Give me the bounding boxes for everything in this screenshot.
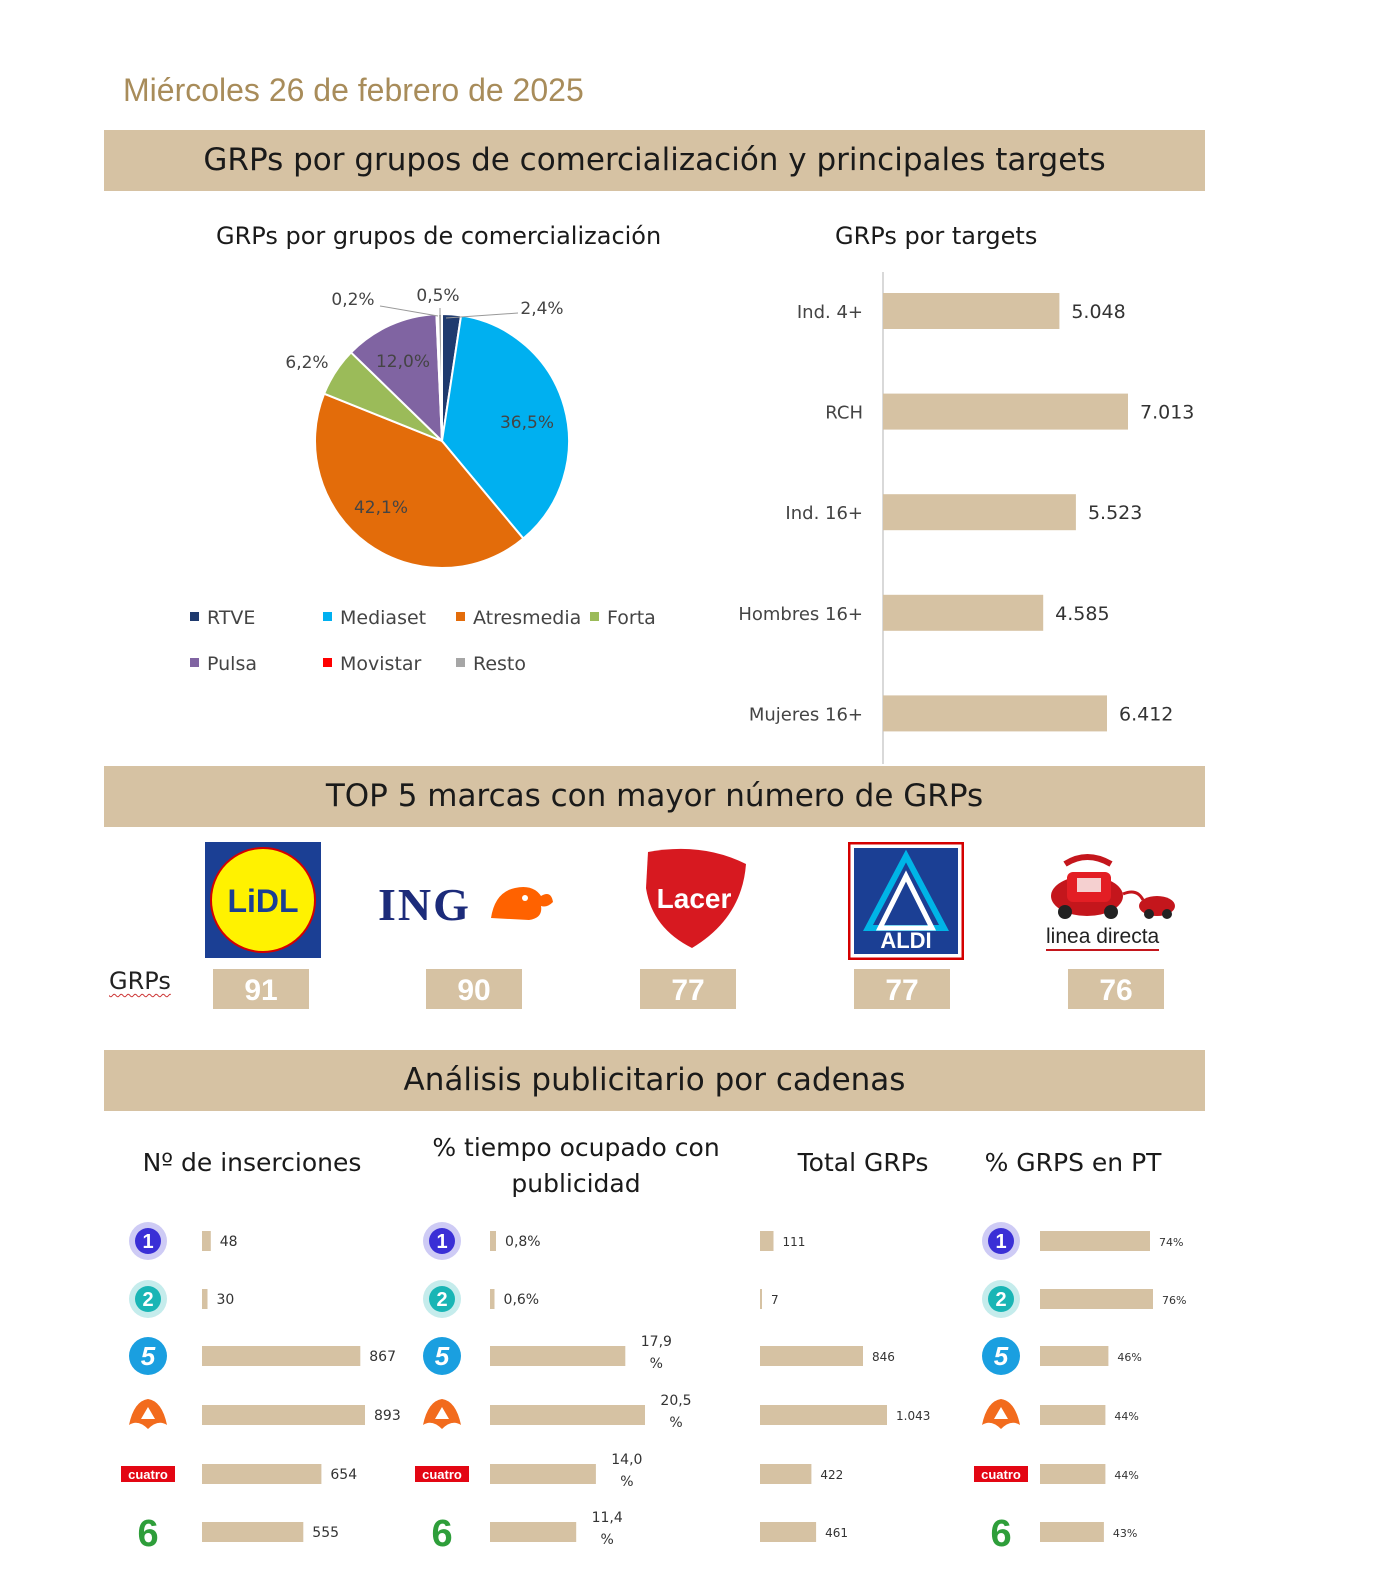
channel-bar bbox=[490, 1289, 495, 1309]
section-title-top5-text: TOP 5 marcas con mayor número de GRPs bbox=[325, 778, 984, 814]
telecinco-channel-logo-icon bbox=[982, 1337, 1020, 1375]
legend-swatch bbox=[456, 612, 465, 621]
linea-directa-logo: linea directa bbox=[1046, 925, 1159, 951]
legend-swatch bbox=[590, 612, 599, 621]
brand-value-ing: 90 bbox=[426, 969, 522, 1009]
channel-logo-text: cuatro bbox=[981, 1467, 1021, 1482]
legend-swatch bbox=[190, 612, 199, 621]
lidl-logo bbox=[205, 842, 321, 958]
pie-data-label: 36,5% bbox=[499, 413, 555, 433]
legend-swatch bbox=[323, 658, 332, 667]
pie-leader-line bbox=[380, 306, 438, 316]
channel-logo-text: 6 bbox=[137, 1513, 159, 1555]
target-value-label: 6.412 bbox=[1119, 703, 1174, 726]
channel-bar bbox=[202, 1522, 303, 1542]
channel-bar bbox=[1040, 1405, 1105, 1425]
channel-bar bbox=[1040, 1464, 1105, 1484]
lacer-logo-text: Lacer bbox=[656, 883, 732, 914]
channel-value-line: % bbox=[649, 1356, 663, 1372]
cuatro-channel-logo-icon bbox=[415, 1466, 469, 1482]
channel-bar bbox=[490, 1464, 596, 1484]
pie-chart-title: GRPs por grupos de comercialización bbox=[216, 222, 662, 250]
channel-logo-text: cuatro bbox=[128, 1467, 168, 1482]
target-bar bbox=[883, 293, 1059, 329]
brand-value-aldi: 77 bbox=[854, 969, 950, 1009]
target-category-label: RCH bbox=[825, 402, 863, 424]
targets-chart-title: GRPs por targets bbox=[835, 222, 1038, 250]
ing-lion-icon bbox=[485, 878, 557, 926]
channel-logo-text: 1 bbox=[142, 1231, 154, 1253]
channel-value-line: % bbox=[600, 1532, 614, 1548]
legend-pulsa bbox=[190, 653, 257, 675]
channel-logo-text: 5 bbox=[434, 1341, 450, 1371]
legend-label: Forta bbox=[607, 607, 656, 629]
channel-value-label: 30 bbox=[216, 1292, 235, 1308]
channel-value-label: 43% bbox=[1112, 1527, 1138, 1540]
channel-value-line: 17,9 bbox=[640, 1334, 672, 1350]
channel-bar bbox=[490, 1231, 496, 1251]
report-date: Miércoles 26 de febrero de 2025 bbox=[123, 72, 584, 108]
legend-swatch bbox=[323, 612, 332, 621]
brand-value-lacer: 77 bbox=[640, 969, 736, 1009]
channel-bar bbox=[1040, 1346, 1108, 1366]
la2-channel-logo-icon bbox=[129, 1280, 167, 1318]
section-title-grps bbox=[104, 130, 1205, 191]
antena3-channel-logo-icon bbox=[982, 1399, 1020, 1429]
target-value-label: 5.523 bbox=[1087, 502, 1143, 525]
channel-logo-text: 6 bbox=[431, 1513, 453, 1555]
target-value-label: 5.048 bbox=[1071, 301, 1126, 323]
aldi-logo-text: ALDI bbox=[880, 928, 932, 953]
channel-bar bbox=[202, 1405, 365, 1425]
legend-movistar bbox=[323, 653, 421, 675]
channel-logo-text: 2 bbox=[436, 1289, 448, 1311]
channel-value-label: 7 bbox=[771, 1293, 779, 1307]
chart-title-tiempo: % tiempo ocupado con publicidad bbox=[432, 1133, 720, 1198]
channel-value-label: 44% bbox=[1114, 1469, 1139, 1482]
pie-data-label: 2,4% bbox=[520, 299, 564, 319]
brands-grps-label: GRPs bbox=[109, 967, 171, 995]
channel-value-label: 0,8% bbox=[505, 1234, 541, 1250]
channel-value-label: 867 bbox=[369, 1349, 396, 1365]
channel-bar bbox=[760, 1405, 887, 1425]
channel-logo-text: 5 bbox=[140, 1341, 156, 1371]
channel-value-label: 461 bbox=[825, 1526, 849, 1540]
channel-value-label: 846 bbox=[872, 1350, 895, 1364]
lasexta-channel-logo-icon bbox=[431, 1513, 452, 1555]
channel-value-label: 422 bbox=[820, 1468, 844, 1482]
target-bar bbox=[883, 394, 1128, 430]
channel-value-label bbox=[641, 1334, 672, 1372]
target-value-label: 4.585 bbox=[1055, 602, 1110, 625]
pie-data-label: 0,2% bbox=[331, 290, 375, 310]
telecinco-channel-logo-icon bbox=[129, 1337, 167, 1375]
target-category-label: Mujeres 16+ bbox=[748, 704, 863, 726]
antena3-channel-logo-icon bbox=[423, 1399, 461, 1429]
target-bar bbox=[883, 695, 1107, 731]
brand-value-lidl: 91 bbox=[213, 969, 309, 1009]
cadenas-charts bbox=[0, 1210, 1376, 1572]
la2-channel-logo-icon bbox=[982, 1280, 1020, 1318]
channel-value-label bbox=[611, 1452, 642, 1490]
channel-value-line: % bbox=[669, 1415, 683, 1431]
ing-logo: ING bbox=[378, 879, 471, 930]
lasexta-channel-logo-icon bbox=[990, 1513, 1011, 1555]
channel-bar bbox=[490, 1346, 625, 1366]
antena3-channel-logo-icon bbox=[129, 1399, 167, 1429]
target-bar bbox=[883, 494, 1076, 530]
target-value-label: 7.013 bbox=[1140, 401, 1195, 424]
legend-resto bbox=[456, 653, 526, 675]
channel-value-label: 0,6% bbox=[503, 1292, 540, 1308]
section-title-top5 bbox=[104, 766, 1205, 827]
brand-value-linea-directa: 76 bbox=[1068, 969, 1164, 1009]
chart-title-total-grps: Total GRPs bbox=[797, 1148, 929, 1177]
pie-data-label: 42,1% bbox=[353, 498, 409, 518]
channel-value-line: 11,4 bbox=[591, 1510, 623, 1526]
channel-logo-text: 2 bbox=[142, 1289, 154, 1311]
legend-label: Pulsa bbox=[207, 653, 257, 675]
channel-logo-text: 1 bbox=[995, 1231, 1007, 1253]
legend-swatch bbox=[456, 658, 465, 667]
la1-channel-logo-icon bbox=[982, 1222, 1020, 1260]
linea-directa-phone-icon bbox=[1045, 850, 1180, 924]
legend-label: Mediaset bbox=[340, 607, 427, 629]
targets-bar-chart bbox=[730, 270, 1210, 770]
channel-bar bbox=[490, 1405, 645, 1425]
pie-data-label: 6,2% bbox=[285, 353, 329, 373]
chart-title-inserciones: Nº de inserciones bbox=[142, 1148, 362, 1177]
lacer-logo bbox=[642, 848, 748, 950]
legend-forta bbox=[590, 607, 656, 629]
pie-chart bbox=[260, 270, 640, 590]
legend-label: Resto bbox=[473, 653, 527, 675]
aldi-logo bbox=[848, 842, 964, 960]
channel-value-label bbox=[592, 1510, 623, 1548]
channel-logo-text: 1 bbox=[436, 1231, 448, 1253]
target-bar bbox=[883, 595, 1043, 631]
legend-mediaset bbox=[323, 607, 426, 629]
channel-value-label: 555 bbox=[312, 1525, 340, 1541]
section-title-cadenas-text: Análisis publicitario por cadenas bbox=[403, 1062, 906, 1098]
channel-value-label: 1.043 bbox=[896, 1409, 931, 1423]
channel-value-label: 46% bbox=[1117, 1351, 1142, 1364]
channel-value-label: 893 bbox=[374, 1408, 401, 1424]
la1-channel-logo-icon bbox=[129, 1222, 167, 1260]
pie-data-label: 12,0% bbox=[375, 352, 431, 372]
channel-value-label: 111 bbox=[782, 1235, 806, 1249]
channel-logo-text: cuatro bbox=[422, 1467, 462, 1482]
channel-logo-text: 6 bbox=[990, 1513, 1012, 1555]
channel-value-label: 74% bbox=[1159, 1236, 1184, 1249]
channel-bar bbox=[760, 1522, 816, 1542]
legend-swatch bbox=[190, 658, 199, 667]
channel-bar bbox=[490, 1522, 576, 1542]
channel-value-label: 44% bbox=[1114, 1410, 1139, 1423]
channel-logo-text: 5 bbox=[993, 1341, 1009, 1371]
channel-value-line: 14,0 bbox=[611, 1452, 643, 1468]
channel-bar bbox=[760, 1346, 863, 1366]
channel-bar bbox=[760, 1464, 811, 1484]
legend-label: Movistar bbox=[340, 653, 422, 675]
channel-value-line: % bbox=[620, 1474, 634, 1490]
channel-bar bbox=[1040, 1231, 1150, 1251]
section-title-grps-text: GRPs por grupos de comercialización y principales targets bbox=[203, 142, 1106, 178]
cuatro-channel-logo-icon bbox=[121, 1466, 175, 1482]
channel-value-label: 48 bbox=[219, 1234, 238, 1250]
channel-bar bbox=[202, 1464, 321, 1484]
target-category-label: Ind. 16+ bbox=[785, 503, 863, 525]
telecinco-channel-logo-icon bbox=[423, 1337, 461, 1375]
chart-title-grps-pt: % GRPS en PT bbox=[984, 1148, 1162, 1177]
target-category-label: Hombres 16+ bbox=[738, 603, 863, 625]
section-title-cadenas bbox=[104, 1050, 1205, 1111]
la1-channel-logo-icon bbox=[423, 1222, 461, 1260]
cuatro-channel-logo-icon bbox=[974, 1466, 1028, 1482]
legend-label: Atresmedia bbox=[473, 607, 582, 629]
legend-atresmedia bbox=[456, 607, 581, 629]
lasexta-channel-logo-icon bbox=[137, 1513, 158, 1555]
lidl-logo-circle: LiDL bbox=[210, 847, 316, 953]
channel-bar bbox=[1040, 1522, 1104, 1542]
la2-channel-logo-icon bbox=[423, 1280, 461, 1318]
channel-value-label: 76% bbox=[1162, 1294, 1187, 1307]
channel-logo-text: 2 bbox=[995, 1289, 1007, 1311]
channel-bar bbox=[1040, 1289, 1153, 1309]
legend-rtve bbox=[190, 607, 255, 629]
channel-value-label bbox=[660, 1393, 691, 1431]
target-category-label: Ind. 4+ bbox=[796, 302, 863, 323]
channel-bar bbox=[202, 1289, 208, 1309]
channel-bar bbox=[202, 1231, 211, 1251]
channel-bar bbox=[202, 1346, 360, 1366]
channel-value-label: 654 bbox=[330, 1467, 358, 1483]
legend-label: RTVE bbox=[207, 607, 256, 629]
channel-bar bbox=[760, 1231, 774, 1251]
channel-value-line: 20,5 bbox=[660, 1393, 692, 1409]
channel-bar bbox=[760, 1289, 762, 1309]
pie-data-label: 0,5% bbox=[416, 286, 460, 306]
